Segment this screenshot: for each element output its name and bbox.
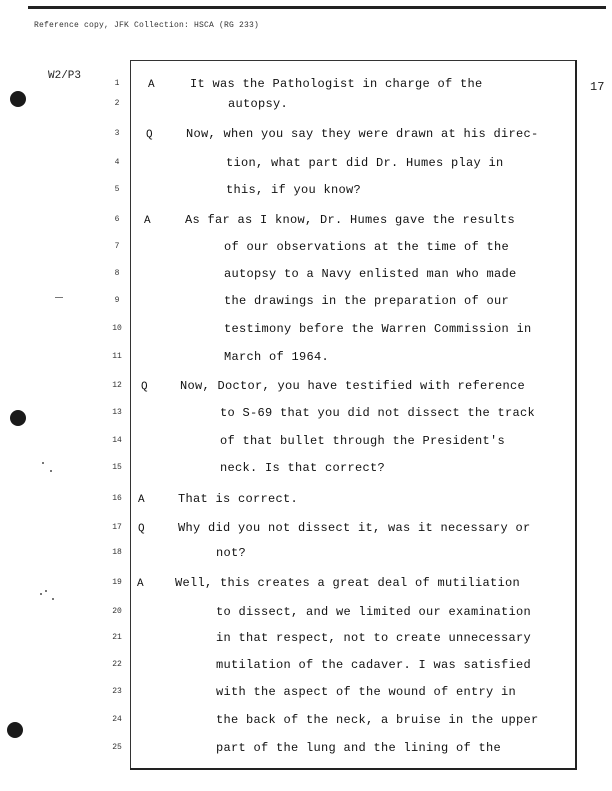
bottom-rule (130, 768, 577, 770)
scan-speck (45, 590, 47, 592)
scan-speck (42, 462, 44, 464)
transcript-line: Now, Doctor, you have testified with reference (180, 379, 526, 393)
scan-speck (50, 470, 52, 472)
transcript-line: part of the lung and the lining of the (216, 741, 502, 755)
line-number: 3 (114, 129, 120, 138)
speaker-label: Q (138, 523, 145, 535)
speaker-label: Q (146, 129, 153, 141)
line-number: 1 (114, 79, 120, 88)
speaker-label: A (148, 79, 155, 91)
scan-speck (40, 593, 42, 595)
line-number: 13 (112, 408, 122, 417)
line-number: 7 (114, 242, 120, 251)
transcript-line: neck. Is that correct? (220, 461, 386, 475)
top-rule (28, 6, 606, 9)
line-number: 17 (112, 523, 122, 532)
speaker-label: A (144, 215, 151, 227)
transcript-line: As far as I know, Dr. Humes gave the results (185, 213, 516, 227)
transcript-line: March of 1964. (224, 350, 330, 364)
transcript-line: not? (216, 546, 247, 560)
transcript-line: Now, when you say they were drawn at his direc- (186, 127, 539, 141)
transcript-line: tion, what part did Dr. Humes play in (226, 156, 504, 170)
transcript-line: It was the Pathologist in charge of the (190, 77, 483, 91)
frame-right-rule (575, 60, 577, 769)
transcript-line: of that bullet through the President's (220, 434, 506, 448)
line-number: 12 (112, 381, 122, 390)
transcript-line: Why did you not dissect it, was it necessary or (178, 521, 531, 535)
transcript-line: to S-69 that you did not dissect the track (220, 406, 536, 420)
line-number: 10 (112, 324, 122, 333)
line-number: 5 (114, 185, 120, 194)
transcript-line: That is correct. (178, 492, 299, 506)
line-number: 8 (114, 269, 120, 278)
line-number: 6 (114, 215, 120, 224)
page-number: 17 (590, 80, 605, 94)
line-number: 9 (114, 296, 120, 305)
line-number: 16 (112, 494, 122, 503)
line-number: 20 (112, 607, 122, 616)
transcript-line: this, if you know? (226, 183, 362, 197)
scan-speck (52, 598, 54, 600)
line-number: 25 (112, 743, 122, 752)
transcript-line: in that respect, not to create unnecessary (216, 631, 532, 645)
line-number: 11 (112, 352, 122, 361)
transcript-line: testimony before the Warren Commission in (224, 322, 532, 336)
speaker-label: A (138, 494, 145, 506)
line-number: 21 (112, 633, 122, 642)
line-number: 24 (112, 715, 122, 724)
line-number: 4 (114, 158, 120, 167)
transcript-line: autopsy. (228, 97, 289, 111)
reference-header: Reference copy, JFK Collection: HSCA (RG 233) (34, 21, 260, 30)
line-number: 18 (112, 548, 122, 557)
line-number: 22 (112, 660, 122, 669)
transcript-line: of our observations at the time of the (224, 240, 510, 254)
line-number: 14 (112, 436, 122, 445)
line-number: 23 (112, 687, 122, 696)
transcript-line: with the aspect of the wound of entry in (216, 685, 517, 699)
punch-hole-bottom (7, 722, 23, 738)
line-number: 19 (112, 578, 122, 587)
line-number: 2 (114, 99, 120, 108)
punch-hole-middle (10, 410, 26, 426)
speaker-label: A (137, 578, 144, 590)
transcript-line: the back of the neck, a bruise in the upper (216, 713, 539, 727)
transcript-line: autopsy to a Navy enlisted man who made (224, 267, 517, 281)
line-number: 15 (112, 463, 122, 472)
scan-speck (55, 297, 63, 298)
punch-hole-top (10, 91, 26, 107)
page-identifier: W2/P3 (48, 70, 82, 82)
transcript-line: to dissect, and we limited our examination (216, 605, 532, 619)
transcript-line: Well, this creates a great deal of mutiliation (175, 576, 521, 590)
speaker-label: Q (141, 381, 148, 393)
transcript-line: mutilation of the cadaver. I was satisfied (216, 658, 532, 672)
transcript-line: the drawings in the preparation of our (224, 294, 510, 308)
